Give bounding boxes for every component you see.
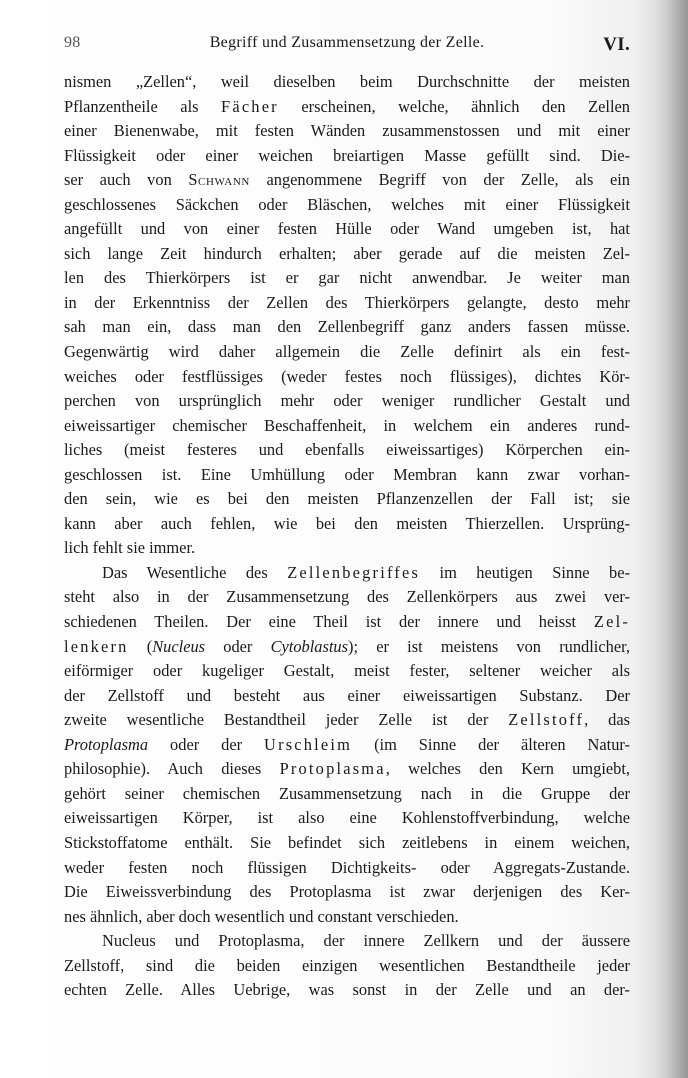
text-run: nes ähnlich, aber doch wesentlich und constant verschieden. — [64, 906, 459, 926]
text-run: weiches oder festflüssiges (weder festes noch flüssiges), dichtes Kör- — [64, 366, 630, 386]
text-line — [64, 291, 630, 316]
text-run: echten Zelle. Alles Uebrige, was sonst in der Zelle und an der- — [64, 980, 630, 1000]
text-run: der Zellstoff und besteht aus einer eiweissartigen Substanz. Der — [64, 685, 630, 705]
text-line — [64, 782, 630, 807]
text-line — [64, 659, 630, 684]
text-run: ( — [128, 636, 153, 656]
text-line — [64, 684, 630, 709]
text-line — [64, 954, 630, 979]
text-line — [64, 856, 630, 881]
text-run: (im Sinne der älteren Natur- — [352, 734, 630, 754]
text-line — [64, 340, 630, 365]
text-run: weder festen noch flüssigen Dichtigkeits- oder Aggregats-Zustande. — [64, 857, 630, 877]
text-line — [64, 585, 630, 610]
text-run: Nucleus und Protoplasma, der innere Zellkern und der äussere — [102, 931, 630, 951]
text-run: zweite wesentliche Bestandtheil jeder Zelle ist der — [64, 710, 509, 730]
emphasized-term: Fächer — [221, 96, 279, 116]
text-line — [64, 242, 630, 267]
running-title: Begriff und Zusammensetzung der Zelle. — [209, 34, 485, 51]
text-run: geschlossenes Säckchen oder Bläschen, welches mit einer Flüssigkeit — [64, 194, 630, 214]
text-line — [64, 365, 630, 390]
emphasized-term: Protoplasma — [279, 759, 386, 779]
text-run: eiweissartiger chemischer Beschaffenheit, in welchem ein anderes rund- — [64, 415, 630, 435]
text-line — [64, 95, 630, 120]
text-line — [64, 708, 630, 733]
text-line — [64, 266, 630, 291]
text-line — [64, 315, 630, 340]
emphasized-term: Zel- — [593, 612, 630, 632]
text-line — [64, 119, 630, 144]
text-line — [64, 929, 630, 954]
emphasized-term: Zellstoff — [508, 710, 585, 730]
text-run: lich fehlt sie immer. — [64, 538, 196, 558]
text-line — [64, 905, 630, 930]
text-run: Flüssigkeit oder einer weichen breiartigen Masse gefüllt sind. Die- — [64, 145, 630, 165]
text-run: philosophie). Auch dieses — [64, 759, 280, 779]
text-run: ); er ist meistens von rundlicher, — [348, 636, 630, 656]
text-run: len des Thierkörpers ist er gar nicht anwendbar. Je weiter man — [64, 268, 630, 288]
text-run: in der Erkenntniss der Zellen des Thierkörpers gelangte, desto mehr — [64, 292, 630, 312]
text-run: oder — [205, 636, 271, 656]
text-line — [64, 757, 630, 782]
text-run: Stickstoffatome enthält. Sie befindet sich zeitlebens in einem weichen, — [64, 832, 630, 852]
text-run: geschlossen ist. Eine Umhüllung oder Membran kann zwar vorhan- — [64, 464, 630, 484]
italic-term: Cytoblastus — [270, 636, 348, 656]
text-run: Pflanzentheile als — [64, 96, 222, 116]
italic-term: Nucleus — [152, 636, 206, 656]
page-number: 98 — [64, 34, 81, 51]
text-line — [64, 635, 630, 660]
text-line — [64, 610, 630, 635]
emphasized-term: Urschleim — [264, 734, 353, 754]
text-run: , das — [584, 710, 630, 730]
text-run: Zellstoff, sind die beiden einzigen wesentlichen Bestandtheile jeder — [64, 955, 630, 975]
text-line — [64, 217, 630, 242]
page-edge-shadow — [654, 0, 688, 1078]
text-run: nismen „Zellen“, weil dieselben beim Durchschnitte der meisten — [64, 72, 630, 91]
text-run: Gegenwärtig wird daher allgemein die Zelle definirt als ein fest- — [64, 342, 630, 362]
text-line — [64, 144, 630, 169]
text-run: oder der — [148, 734, 265, 754]
text-run: kann aber auch fehlen, wie bei den meisten Thierzellen. Ursprüng- — [64, 513, 630, 533]
text-run: schiedenen Theilen. Der eine Theil ist der innere und heisst — [64, 612, 594, 632]
text-run: angenommene Begriff von der Zelle, als ein — [249, 170, 630, 190]
text-run: Die Eiweissverbindung des Protoplasma ist zwar derjenigen des Ker- — [64, 882, 630, 902]
text-run: liches (meist festeres und ebenfalls eiweissartiges) Körperchen ein- — [64, 440, 630, 460]
text-line — [64, 193, 630, 218]
text-run: sah man ein, dass man den Zellenbegriff ganz anders fassen müsse. — [64, 317, 630, 337]
text-line — [64, 806, 630, 831]
text-run: erscheinen, welche, ähnlich den Zellen — [278, 96, 630, 116]
text-line — [64, 536, 630, 561]
text-line — [64, 168, 630, 193]
text-run: perchen von ursprünglich mehr oder weniger rundlicher Gestalt und — [64, 391, 630, 411]
text-run: Das Wesentliche des — [102, 562, 288, 582]
text-line — [64, 463, 630, 488]
text-run: gehört seiner chemischen Zusammensetzung nach in die Gruppe der — [64, 783, 630, 803]
author-name: Schwann — [188, 170, 250, 190]
italic-term: Protoplasma — [64, 734, 149, 754]
section-number: VI. — [603, 34, 630, 55]
text-line — [64, 561, 630, 586]
text-run: , welches den Kern umgiebt, — [385, 759, 630, 779]
text-run: eiförmiger oder kugeliger Gestalt, meist fester, seltener weicher als — [64, 661, 630, 681]
text-line — [64, 831, 630, 856]
emphasized-term: Zellenbegriffes — [287, 562, 421, 582]
text-run: eiweissartigen Körper, ist also eine Kohlenstoffverbindung, welche — [64, 808, 630, 828]
text-run: einer Bienenwabe, mit festen Wänden zusammenstossen und mit einer — [64, 121, 630, 141]
text-line — [64, 978, 630, 1003]
text-line — [64, 389, 630, 414]
text-line — [64, 733, 630, 758]
text-run: ser auch von — [64, 170, 189, 190]
text-run: im heutigen Sinne be- — [420, 562, 630, 582]
text-line — [64, 438, 630, 463]
text-line — [64, 880, 630, 905]
body-text — [64, 70, 630, 1003]
text-line — [64, 70, 630, 95]
text-run: den sein, wie es bei den meisten Pflanzenzellen der Fall ist; sie — [64, 489, 630, 509]
page-header — [64, 34, 630, 56]
text-line — [64, 487, 630, 512]
emphasized-term: lenkern — [64, 636, 129, 656]
text-line — [64, 512, 630, 537]
text-run: steht also in der Zusammensetzung des Zellenkörpers aus zwei ver- — [64, 587, 630, 607]
text-line — [64, 414, 630, 439]
text-run: sich lange Zeit hindurch erhalten; aber gerade auf die meisten Zel- — [64, 243, 630, 263]
text-run: angefüllt und von einer festen Hülle oder Wand umgeben ist, hat — [64, 219, 630, 239]
